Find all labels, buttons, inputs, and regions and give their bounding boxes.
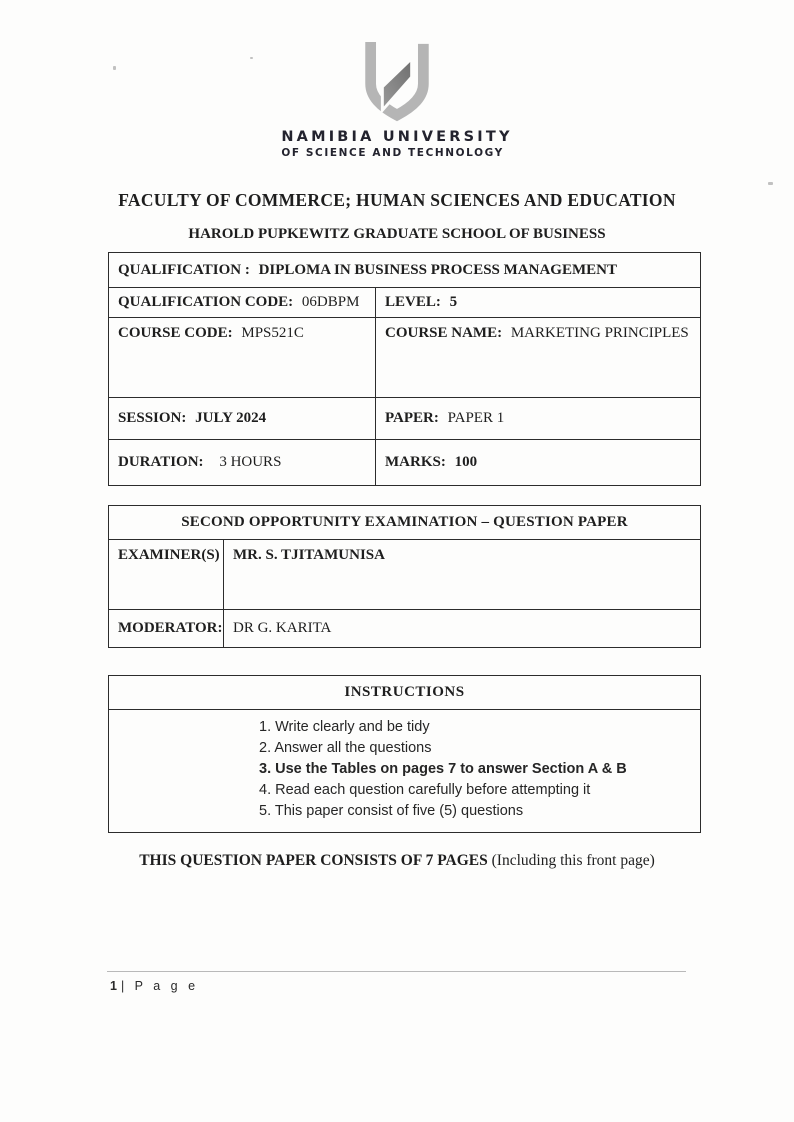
course-name-cell	[376, 318, 701, 398]
university-name: NAMIBIA UNIVERSITY	[281, 129, 513, 145]
instructions-title: INSTRUCTIONS	[109, 676, 701, 710]
marks-cell	[376, 440, 701, 486]
pages-statement	[0, 852, 794, 870]
moderator-value-cell	[224, 610, 701, 648]
instructions-body	[109, 710, 701, 833]
duration-cell	[109, 440, 376, 486]
field-label: MODERATOR:	[118, 620, 223, 636]
field-value: JULY 2024	[195, 410, 267, 426]
field-value: MARKETING PRINCIPLES	[510, 325, 689, 341]
course-info-table	[108, 252, 701, 486]
course-code-cell	[109, 318, 376, 398]
qualification-code-cell	[109, 288, 376, 318]
field-label: EXAMINER(S)	[118, 547, 220, 563]
footer-rule	[107, 971, 686, 972]
field-value: 3 HOURS	[219, 454, 282, 470]
exam-paper-table	[108, 505, 701, 648]
scan-artifact	[768, 182, 773, 185]
university-logo	[0, 40, 794, 161]
level-cell	[376, 288, 701, 318]
page-label: | P a g e	[120, 979, 199, 993]
field-label: QUALIFICATION :	[118, 261, 250, 278]
qualification-cell	[109, 253, 701, 288]
field-value: 100	[454, 454, 478, 470]
session-cell	[109, 398, 376, 440]
page-number: 1	[110, 979, 118, 993]
field-value: DIPLOMA IN BUSINESS PROCESS MANAGEMENT	[258, 261, 617, 278]
pages-statement-bold: THIS QUESTION PAPER CONSISTS OF 7 PAGES	[139, 852, 488, 869]
field-label: COURSE CODE:	[118, 325, 233, 341]
page-footer	[110, 979, 199, 993]
nust-shield-icon	[349, 40, 445, 122]
instruction-item: 2. Answer all the questions	[259, 740, 432, 756]
instructions-table	[108, 675, 701, 833]
instruction-item: 5. This paper consist of five (5) questions	[259, 803, 524, 819]
field-value: DR G. KARITA	[233, 620, 332, 636]
school-heading: HAROLD PUPKEWITZ GRADUATE SCHOOL OF BUSINESS	[188, 226, 606, 242]
examiner-value-cell	[224, 540, 701, 610]
field-label: COURSE NAME:	[385, 325, 503, 341]
field-label: DURATION:	[118, 454, 204, 470]
field-value: 5	[449, 294, 458, 310]
university-name-block	[281, 129, 512, 159]
field-value: 06DBPM	[301, 294, 360, 310]
field-label: PAPER:	[385, 410, 439, 426]
exam-title: SECOND OPPORTUNITY EXAMINATION – QUESTION PAPER	[109, 506, 701, 540]
instruction-item: 4. Read each question carefully before attempting it	[259, 782, 591, 798]
university-subtitle: OF SCIENCE AND TECHNOLOGY	[281, 147, 504, 159]
field-label: MARKS:	[385, 454, 446, 470]
field-value: PAPER 1	[447, 410, 505, 426]
field-label: LEVEL:	[385, 294, 441, 310]
field-label: QUALIFICATION CODE:	[118, 294, 294, 310]
field-label: SESSION:	[118, 410, 187, 426]
paper-cell	[376, 398, 701, 440]
field-value: MPS521C	[241, 325, 304, 341]
pages-statement-regular: (Including this front page)	[487, 852, 655, 869]
field-value: MR. S. TJITAMUNISA	[233, 547, 385, 563]
instruction-item: 1. Write clearly and be tidy	[259, 719, 430, 735]
examiner-label-cell	[109, 540, 224, 610]
instruction-item: 3. Use the Tables on pages 7 to answer Section A & B	[259, 761, 627, 777]
moderator-label-cell	[109, 610, 224, 648]
faculty-heading: FACULTY OF COMMERCE; HUMAN SCIENCES AND EDUCATION	[118, 190, 676, 210]
